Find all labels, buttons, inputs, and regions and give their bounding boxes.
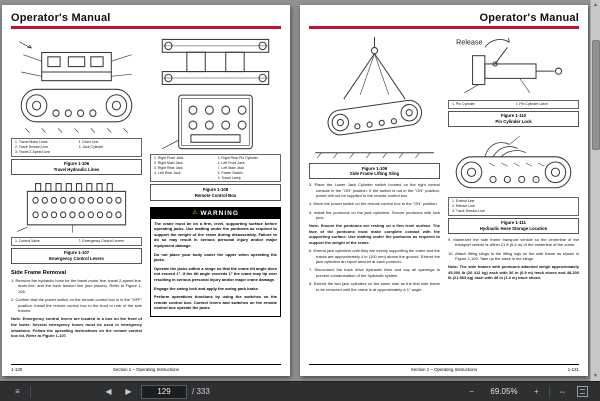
fig110-legend: [448, 100, 579, 109]
page-total-label: / 333: [192, 387, 210, 396]
step-paragraph: 8. Extend the two jack cylinders on the same side as the first side frame to be removed until the crane is at approximately a 1° angle.: [309, 281, 440, 292]
figure-number: Figure 1-110: [500, 113, 527, 119]
toolbar-divider: [30, 386, 31, 398]
legend-item: 4. Left Rear Jack: [154, 170, 181, 175]
previous-page-icon[interactable]: ◀: [105, 387, 112, 396]
left-column: [309, 33, 440, 361]
page-footer: [11, 364, 281, 372]
scrollbar-thumb[interactable]: [592, 40, 600, 150]
right-column: [448, 33, 579, 361]
zoom-out-icon[interactable]: −: [469, 387, 474, 396]
legend-item: 3. Track Tension Line: [452, 208, 486, 213]
vertical-scrollbar[interactable]: [590, 0, 600, 381]
travel-hydraulic-lines-figure: [11, 33, 142, 137]
page-title: Operator's Manual: [479, 12, 579, 24]
zoom-level-label: 69.05%: [490, 387, 518, 396]
next-page-icon[interactable]: ▶: [125, 387, 132, 396]
page-footer: [309, 364, 579, 372]
figure-title: Remote Control Box: [194, 192, 237, 198]
legend-item: 2. Track Tension Line: [15, 144, 49, 149]
figure-number: Figure 1-106: [63, 161, 90, 167]
manual-page-left: [2, 5, 290, 376]
page-header: [11, 12, 281, 29]
note-paragraph: Note: Emergency control levers are located in a box on the front of the lower. Several emergency hoses must be used in emergency situations. Follow the operating instructions on the remote control box lid. Refer to Figure 1-107.: [11, 316, 142, 339]
remote-control-box-figure: [150, 33, 281, 153]
legend-item: 2. Retract Line: [452, 203, 475, 208]
step-paragraph: 6. Extend jack cylinders until they are evenly supporting the crane and the tracks are approximately 4 in (100 mm) above the ground. Extend the jack cylinders an equal amount at each pontoon.: [309, 248, 440, 265]
legend-item: 9. Travel Lamp: [217, 175, 241, 180]
warning-triangle-icon: ⚠: [192, 210, 198, 217]
pin-cylinder-lock-figure: [448, 33, 579, 99]
step-paragraph: 9. Maneuver the side frame transport vehicle so the centerline of the transport vehicle is within 21 ft (6.4 m) of the centerline of the crane.: [448, 236, 579, 248]
step-paragraph: 2. Confirm that the power switch on the remote control box is in the "OFF" position. Install the remote control box to the front or rear of the side frames.: [11, 297, 142, 314]
figure-number: Figure 1-108: [202, 186, 229, 192]
step-paragraph: 3. Place the Lower Jack Cylinder switch located on the right control console in the "ON" position. If the switch is not in the "ON" position, power will not be supplied to the remote control box.: [309, 182, 440, 199]
footer-section: Section 1 – Operating Instructions: [410, 367, 478, 372]
legend-item: 2. Pin Cylinder Latch: [515, 102, 548, 106]
legend-item: 2. Emergency Control Levers: [78, 238, 124, 243]
emergency-control-levers-figure: [11, 178, 142, 236]
viewer-toolbar: [0, 381, 600, 401]
page-number-input[interactable]: [141, 385, 187, 399]
scrollbar-track[interactable]: [591, 10, 600, 371]
step-paragraph: 1. Remove the hydraulic hose for the travel motor line, travel 2-speed line, drain line, and the track tension line (two places). Refer to Figure 1-106.: [11, 277, 142, 295]
figure-title: Pin Cylinder Lock: [495, 118, 532, 124]
manual-page-right: [300, 5, 588, 376]
page-layout-icon[interactable]: [575, 384, 590, 399]
step-paragraph: 10. Attach lifting slings to the lifting lugs on the side frame as shown in Figure 1-109. Take up the slack in the slings.: [448, 250, 579, 262]
legend-item: 5. Right Rear Pin Cylinder: [217, 156, 258, 160]
legend-column: [154, 156, 214, 180]
fig111-legend: [448, 197, 579, 216]
header-rule: [11, 26, 281, 29]
fig107-legend: [11, 237, 142, 246]
header-rule: [309, 26, 579, 29]
step-paragraph: 7. Disconnect the track drive hydraulic lines and cap all openings to prevent contamination of the hydraulic system.: [309, 267, 440, 278]
figure-number: Figure 1-111: [501, 220, 526, 226]
fit-width-icon[interactable]: ⇔: [558, 387, 567, 396]
page-title: Operator's Manual: [11, 12, 111, 24]
legend-item: 1. Right Front Jack: [154, 156, 184, 160]
fig107-caption: [11, 248, 142, 264]
warning-paragraph: Engage the swing lock and apply the swing park brake.: [154, 285, 259, 291]
warning-paragraph: Operate the jacks within a range so that the crane tilt angle does not exceed 1°. If the tilt angle exceeds 1° the crane may tip over resulting in serious personal injury and/or major crane damage.: [154, 265, 277, 282]
fig109-caption: [309, 163, 440, 179]
figure-number: Figure 1-107: [63, 250, 90, 256]
warning-paragraph: Perform operations functions by using the switches on the remote control box. Control levers and switches on the remote control box operate the jacks.: [154, 294, 277, 311]
warning-box: [150, 207, 281, 317]
fig110-caption: [448, 111, 579, 127]
right-column: [150, 33, 281, 361]
legend-item: 8. Power Switch: [217, 170, 243, 175]
page-columns: [309, 33, 579, 361]
section-heading: Side Frame Removal: [11, 269, 67, 276]
note-paragraph: Note: The side frames with pontoons attached weigh approximately 45,300 lb (20 412 kg) each with 36 in (0.9 m) track shoes and 48,200 lb (21 863 kg) each with 48 in (1.2 m) track shoes.: [448, 264, 579, 281]
legend-item: 1. Extend Line: [452, 199, 475, 204]
menu-icon[interactable]: ≡: [15, 387, 20, 396]
fig106-caption: [11, 159, 142, 175]
legend-item: 4. Drain Line: [78, 140, 99, 144]
note-paragraph: Note: Ensure the pontoons are resting on a firm level surface. The face of the pontoons must make complete contact with the supporting surface. Use matting under the pontoons as required to support the weight of the crane.: [309, 223, 440, 245]
warning-paragraph: The crane must be on a firm, level, supporting surface before operating jacks. Use matting under the pontoons as required to support the weight of the crane during disassembly. Failure to do so may result in serious personal injury and/or major equipment damage.: [154, 220, 277, 248]
figure-title: Hydraulic Hose Storage Location: [479, 225, 548, 231]
footer-page-number: 1-121: [567, 367, 579, 372]
legend-item: 3. Travel 2-Speed Line: [15, 149, 51, 154]
fig108-legend: [150, 154, 281, 182]
legend-item: 1. Control Valve: [15, 238, 40, 243]
legend-item: 1. Pin Cylinder: [452, 102, 475, 106]
legend-item: 3. Right Rear Jack: [154, 165, 183, 170]
figure-title: Side Frame Lifting Sling: [349, 171, 400, 177]
page-header: [309, 12, 579, 29]
page-layout-glyph: [577, 386, 588, 397]
warning-header: [151, 208, 280, 219]
release-label: Release: [456, 37, 483, 47]
figure-title: Emergency Control Levers: [49, 255, 104, 261]
warning-body: [151, 219, 280, 316]
step-paragraph: 4. Move the power switch on the remote control box to the "ON" position.: [309, 201, 438, 207]
hydraulic-hose-storage-figure: [448, 130, 579, 196]
legend-item: 6. Left Front Jack: [217, 160, 245, 165]
warning-title: WARNING: [200, 209, 239, 217]
page-columns: [11, 33, 281, 361]
fig106-legend: [11, 138, 142, 157]
legend-column: [218, 156, 278, 180]
toolbar-divider: [549, 386, 550, 398]
footer-page-number: 1-120: [11, 367, 23, 372]
fig111-caption: [448, 218, 579, 234]
legend-item: 5. Jack Cylinder: [78, 144, 104, 149]
figure-number: Figure 1-109: [361, 165, 388, 171]
fig108-caption: [150, 184, 281, 200]
legend-item: 7. Left Main Jack: [217, 165, 244, 170]
legend-item: 1. Travel Motor Lines: [15, 140, 48, 144]
figure-title: Travel Hydraulic Lines: [53, 166, 100, 172]
footer-section: Section 1 – Operating Instructions: [112, 367, 180, 372]
legend-item: 2. Right Main Jack: [154, 160, 183, 165]
scroll-up-icon[interactable]: ▲: [593, 2, 598, 8]
scroll-down-icon[interactable]: ▼: [593, 373, 598, 379]
zoom-in-icon[interactable]: +: [534, 387, 539, 396]
side-frame-lifting-sling-figure: [309, 33, 440, 161]
step-paragraph: 5. Install the pontoons on the jack cylinders. Secure pontoons with lock pins.: [309, 209, 440, 221]
warning-paragraph: Do not place your body under the upper when operating the jacks.: [154, 251, 277, 263]
left-column: [11, 33, 142, 361]
